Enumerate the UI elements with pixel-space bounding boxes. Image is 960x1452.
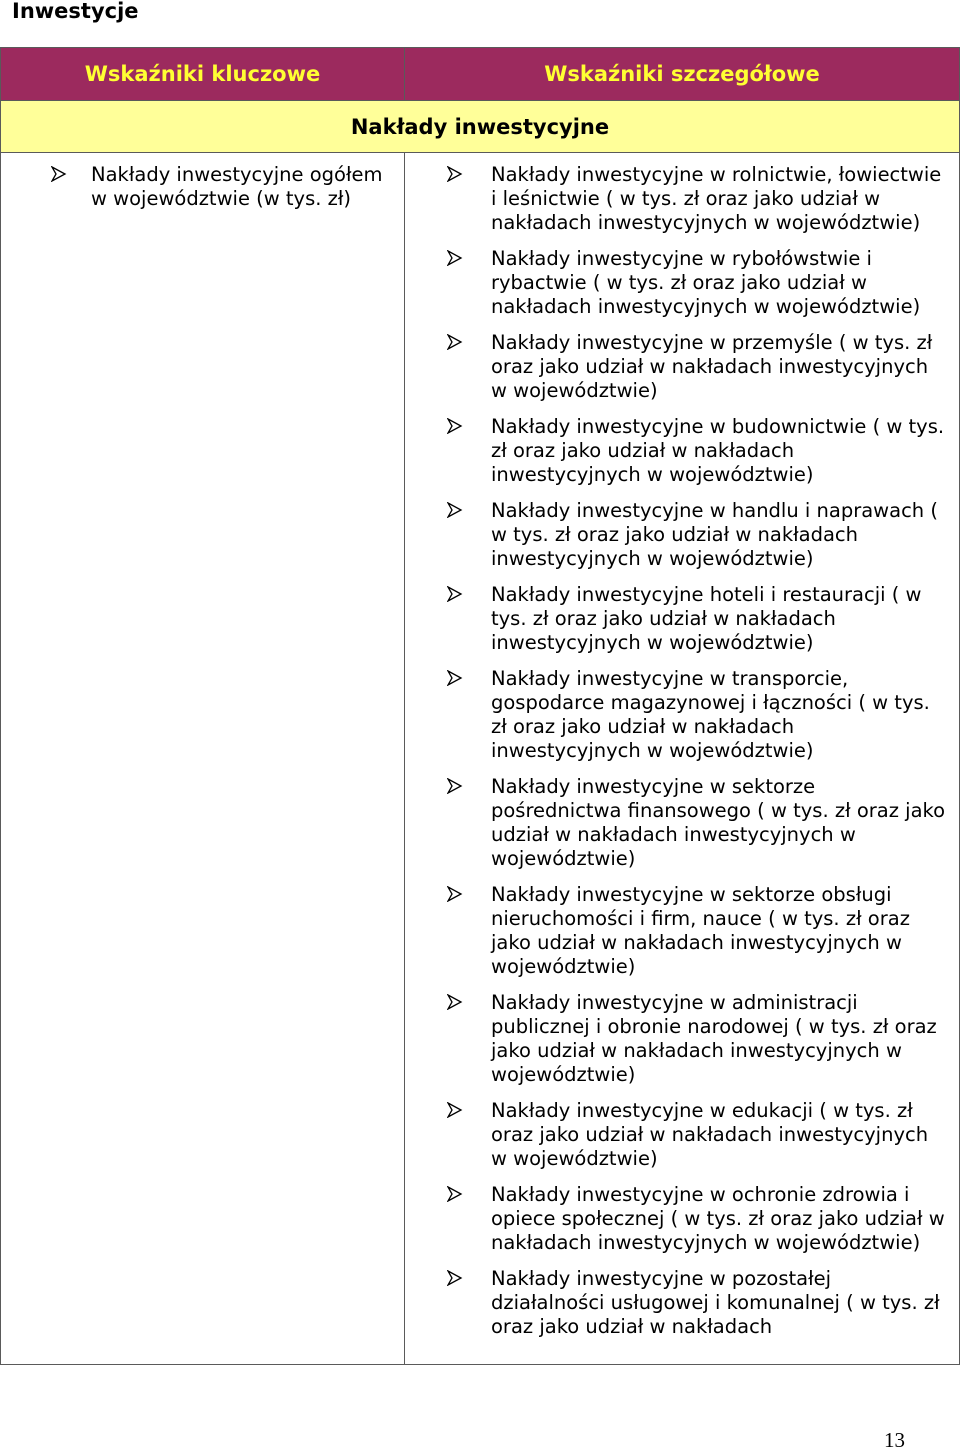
section-heading: Nakłady inwestycyjne <box>1 101 960 153</box>
detailed-indicator-item <box>413 1099 949 1171</box>
key-indicators-list <box>11 163 396 211</box>
detailed-indicator-item <box>413 775 949 871</box>
detailed-indicator-item <box>413 163 949 235</box>
key-indicator-item <box>11 163 396 211</box>
detailed-indicator-item <box>413 883 949 979</box>
detailed-indicators-cell <box>405 153 960 1365</box>
detailed-indicator-item-text: Nakłady inwestycyjne w sektorze obsługi nieruchomości i firm, nauce ( w tys. zł oraz jako udział w nakładach inwestycyjnych w województwie) <box>491 883 910 978</box>
detailed-indicator-item-text: Nakłady inwestycyjne w handlu i naprawach ( w tys. zł oraz jako udział w nakładach inwestycyjnych w województwie) <box>491 499 938 570</box>
detailed-indicator-item-text: Nakłady inwestycyjne w ochronie zdrowia i opiece społecznej ( w tys. zł oraz jako udział w nakładach inwestycyjnych w województwie) <box>491 1183 945 1254</box>
detailed-indicator-item-text: Nakłady inwestycyjne w pozostałej działalności usługowej i komunalnej ( w tys. zł oraz jako udział w nakładach <box>491 1267 940 1338</box>
detailed-indicator-item-text: Nakłady inwestycyjne w rybołówstwie i rybactwie ( w tys. zł oraz jako udział w nakładach inwestycyjnych w województwie) <box>491 247 921 318</box>
arrowhead-bullet-icon <box>447 1186 463 1202</box>
arrowhead-bullet-icon <box>447 334 463 350</box>
arrowhead-bullet-icon <box>447 586 463 602</box>
detailed-indicator-item-text: Nakłady inwestycyjne w transporcie, gospodarce magazynowej i łączności ( w tys. zł oraz jako udział w nakładach inwestycyjnych w województwie) <box>491 667 930 762</box>
arrowhead-bullet-icon <box>447 1102 463 1118</box>
page-number: 13 <box>884 1428 905 1452</box>
detailed-indicator-item-text: Nakłady inwestycyjne w administracji publicznej i obronie narodowej ( w tys. zł oraz jako udział w nakładach inwestycyjnych w województwie) <box>491 991 937 1086</box>
detailed-indicator-item <box>413 1267 949 1339</box>
detailed-indicator-item <box>413 1183 949 1255</box>
detailed-indicator-item <box>413 583 949 655</box>
detailed-indicator-item <box>413 331 949 403</box>
header-key-indicators: Wskaźniki kluczowe <box>1 48 405 101</box>
detailed-indicator-item-text: Nakłady inwestycyjne w budownictwie ( w tys. zł oraz jako udział w nakładach inwestycyjnych w województwie) <box>491 415 945 486</box>
detailed-indicator-item <box>413 991 949 1087</box>
arrowhead-bullet-icon <box>447 886 463 902</box>
detailed-indicator-item <box>413 415 949 487</box>
detailed-indicator-item-text: Nakłady inwestycyjne w rolnictwie, łowiectwie i leśnictwie ( w tys. zł oraz jako udział w nakładach inwestycyjnych w województwie) <box>491 163 942 234</box>
arrowhead-bullet-icon <box>447 1270 463 1286</box>
table-header-row <box>1 48 960 101</box>
detailed-indicator-item <box>413 499 949 571</box>
arrowhead-bullet-icon <box>447 418 463 434</box>
detailed-indicator-item-text: Nakłady inwestycyjne w przemyśle ( w tys. zł oraz jako udział w nakładach inwestycyjnych w województwie) <box>491 331 933 402</box>
indicators-table <box>0 47 960 1365</box>
arrowhead-bullet-icon <box>51 166 67 182</box>
arrowhead-bullet-icon <box>447 994 463 1010</box>
detailed-indicator-item-text: Nakłady inwestycyjne w edukacji ( w tys. zł oraz jako udział w nakładach inwestycyjnych w województwie) <box>491 1099 929 1170</box>
detailed-indicator-item <box>413 247 949 319</box>
table-body-row <box>1 153 960 1365</box>
header-detailed-indicators: Wskaźniki szczegółowe <box>405 48 960 101</box>
detailed-indicators-list <box>413 163 949 1339</box>
key-indicators-cell <box>1 153 405 1365</box>
arrowhead-bullet-icon <box>447 166 463 182</box>
detailed-indicator-item-text: Nakłady inwestycyjne hoteli i restauracji ( w tys. zł oraz jako udział w nakładach inwestycyjnych w województwie) <box>491 583 922 654</box>
arrowhead-bullet-icon <box>447 502 463 518</box>
key-indicator-item-text: Nakłady inwestycyjne ogółem w województwie (w tys. zł) <box>91 163 383 210</box>
detailed-indicator-item-text: Nakłady inwestycyjne w sektorze pośrednictwa finansowego ( w tys. zł oraz jako udział w nakładach inwestycyjnych w województwie) <box>491 775 946 870</box>
arrowhead-bullet-icon <box>447 250 463 266</box>
detailed-indicator-item <box>413 667 949 763</box>
arrowhead-bullet-icon <box>447 778 463 794</box>
page-title: Inwestycje <box>12 0 139 23</box>
table-subheader-row <box>1 101 960 153</box>
arrowhead-bullet-icon <box>447 670 463 686</box>
